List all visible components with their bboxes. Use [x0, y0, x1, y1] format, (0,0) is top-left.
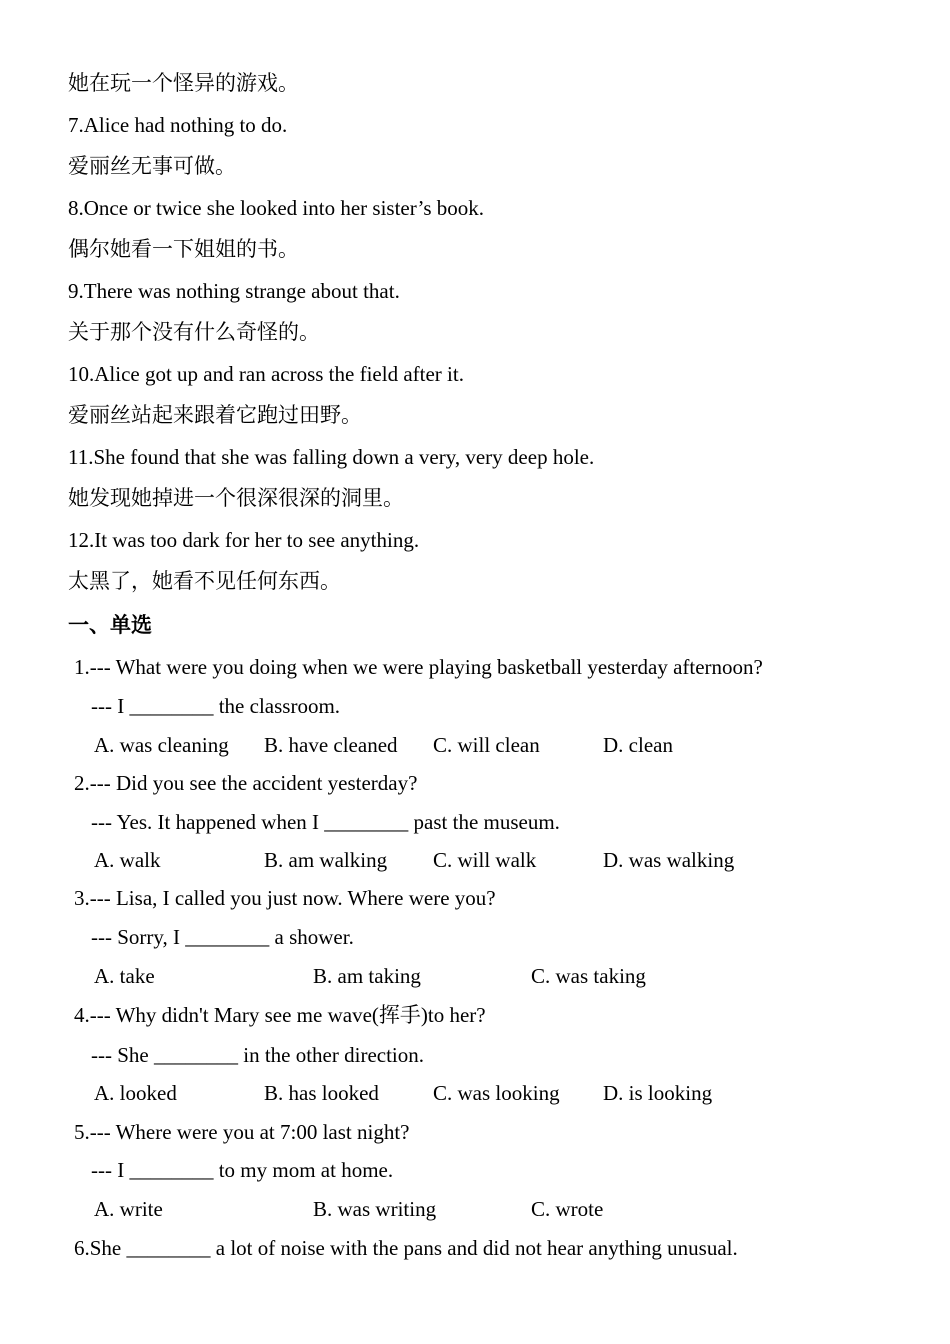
passage-line-7-en: 7.Alice had nothing to do.: [68, 113, 288, 137]
section-title: 一、单选: [68, 613, 152, 637]
question-5-option-b[interactable]: B. was writing: [313, 1197, 437, 1221]
question-1-option-a[interactable]: A. was cleaning: [94, 733, 229, 757]
question-6-stem: 6.She ________ a lot of noise with the pans and did not hear anything unusual.: [74, 1236, 738, 1260]
question-4-option-d[interactable]: D. is looking: [603, 1081, 713, 1105]
passage-line-11-en: 11.She found that she was falling down a very, very deep hole.: [68, 445, 595, 469]
question-3-stem: 3.--- Lisa, I called you just now. Where were you?: [74, 886, 496, 910]
question-2-option-a[interactable]: A. walk: [94, 848, 161, 872]
passage-line-11-cn: 她发现她掉进一个很深很深的洞里。: [68, 486, 404, 510]
question-5-option-c[interactable]: C. wrote: [531, 1197, 604, 1221]
passage-line-9-cn: 关于那个没有什么奇怪的。: [68, 320, 320, 344]
passage-line-9-en: 9.There was nothing strange about that.: [68, 279, 400, 303]
question-4-answer: --- She ________ in the other direction.: [91, 1043, 425, 1067]
question-4-option-c[interactable]: C. was looking: [433, 1081, 560, 1105]
question-2-option-c[interactable]: C. will walk: [433, 848, 537, 872]
question-1-option-d[interactable]: D. clean: [603, 733, 673, 757]
question-2-option-d[interactable]: D. was walking: [603, 848, 735, 872]
question-4-option-b[interactable]: B. has looked: [264, 1081, 379, 1105]
question-1-stem: 1.--- What were you doing when we were playing basketball yesterday afternoon?: [74, 655, 763, 679]
question-5-stem: 5.--- Where were you at 7:00 last night?: [74, 1120, 410, 1144]
question-4-stem: 4.--- Why didn't Mary see me wave(挥手)to her?: [74, 1003, 486, 1027]
question-5-answer: --- I ________ to my mom at home.: [91, 1158, 394, 1182]
question-3-option-c[interactable]: C. was taking: [531, 964, 646, 988]
question-2-option-b[interactable]: B. am walking: [264, 848, 388, 872]
question-1-option-c[interactable]: C. will clean: [433, 733, 540, 757]
question-3-option-b[interactable]: B. am taking: [313, 964, 421, 988]
passage-line-10-en: 10.Alice got up and ran across the field after it.: [68, 362, 464, 386]
passage-line-12-cn: 太黑了，她看不见任何东西。: [68, 569, 341, 593]
passage-line-12-en: 12.It was too dark for her to see anything.: [68, 528, 420, 552]
passage-line-7-cn: 爱丽丝无事可做。: [68, 154, 236, 178]
passage-line-8-cn: 偶尔她看一下姐姐的书。: [68, 237, 299, 261]
passage-line-6-cn: 她在玩一个怪异的游戏。: [68, 71, 299, 95]
question-4-option-a[interactable]: A. looked: [94, 1081, 177, 1105]
passage-line-8-en: 8.Once or twice she looked into her sister’s book.: [68, 196, 485, 220]
question-1-option-b[interactable]: B. have cleaned: [264, 733, 398, 757]
question-3-answer: --- Sorry, I ________ a shower.: [91, 925, 354, 949]
question-1-answer: --- I ________ the classroom.: [91, 694, 341, 718]
question-2-stem: 2.--- Did you see the accident yesterday?: [74, 771, 418, 795]
question-2-answer: --- Yes. It happened when I ________ past the museum.: [91, 810, 560, 834]
question-3-option-a[interactable]: A. take: [94, 964, 155, 988]
passage-line-10-cn: 爱丽丝站起来跟着它跑过田野。: [68, 403, 362, 427]
question-5-option-a[interactable]: A. write: [94, 1197, 163, 1221]
